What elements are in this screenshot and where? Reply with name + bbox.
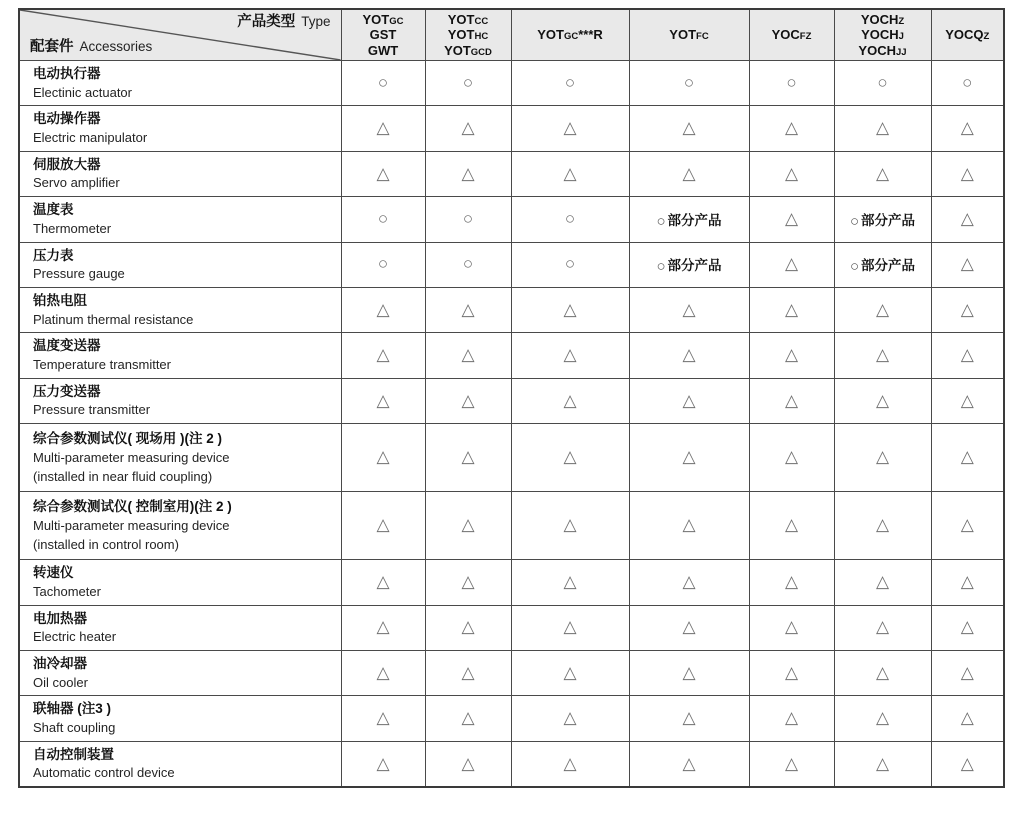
column-header-yocfz: YOCFZ <box>749 9 834 60</box>
corner-header <box>19 9 341 60</box>
triangle-mark: △ <box>749 378 834 423</box>
triangle-mark: △ <box>511 288 629 333</box>
triangle-mark: △ <box>511 333 629 378</box>
accessory-label <box>19 151 341 196</box>
triangle-mark: △ <box>931 197 1004 242</box>
triangle-mark: △ <box>341 106 425 151</box>
column-header-yotcc-yothc-yotgcd: YOTCC YOTHC YOTGCD <box>425 9 511 60</box>
accessory-name-zh: 油冷却器 <box>33 656 87 672</box>
table-row <box>19 651 1004 696</box>
accessory-name-en: Platinum thermal resistance <box>33 311 194 327</box>
accessory-name-zh: 电动执行器 <box>33 65 101 81</box>
triangle-mark: △ <box>629 378 749 423</box>
accessory-name-en: Multi-parameter measuring device <box>33 449 230 465</box>
table-row <box>19 242 1004 287</box>
triangle-mark: △ <box>629 696 749 741</box>
accessory-label <box>19 651 341 696</box>
accessory-label <box>19 424 341 492</box>
triangle-mark: △ <box>511 378 629 423</box>
triangle-mark: △ <box>341 605 425 650</box>
accessory-name-en: Shaft coupling <box>33 720 116 736</box>
accessory-name-zh: 压力变送器 <box>33 383 101 399</box>
triangle-mark: △ <box>749 106 834 151</box>
accessory-name-zh: 电动操作器 <box>33 111 101 127</box>
accessory-name-en: Automatic control device <box>33 765 175 781</box>
triangle-mark: △ <box>749 560 834 605</box>
triangle-mark: △ <box>511 492 629 560</box>
triangle-mark: △ <box>749 242 834 287</box>
triangle-mark: △ <box>834 696 931 741</box>
accessory-name-en: Electinic actuator <box>33 84 132 100</box>
accessory-label <box>19 605 341 650</box>
triangle-mark: △ <box>629 651 749 696</box>
triangle-mark: △ <box>511 106 629 151</box>
accessory-label <box>19 560 341 605</box>
triangle-mark: △ <box>341 333 425 378</box>
triangle-mark: △ <box>511 151 629 196</box>
triangle-mark: △ <box>629 560 749 605</box>
circle-mark: ○ <box>425 242 511 287</box>
triangle-mark: △ <box>834 741 931 787</box>
triangle-mark: △ <box>629 151 749 196</box>
triangle-mark: △ <box>425 741 511 787</box>
table-row <box>19 288 1004 333</box>
circle-partial-products-mark: ○ 部分产品 <box>629 197 749 242</box>
triangle-mark: △ <box>511 605 629 650</box>
accessory-name-zh: 联轴器 (注3 ) <box>33 701 112 717</box>
triangle-mark: △ <box>425 492 511 560</box>
accessory-name-zh: 综合参数测试仪( 控制室用)(注 2 ) <box>33 499 232 515</box>
accessory-name-zh: 伺服放大器 <box>33 156 101 172</box>
triangle-mark: △ <box>834 151 931 196</box>
table-row <box>19 333 1004 378</box>
circle-mark: ○ <box>511 242 629 287</box>
table-row <box>19 560 1004 605</box>
table-row <box>19 605 1004 650</box>
circle-partial-products-mark: ○ 部分产品 <box>629 242 749 287</box>
accessory-name-zh: 铂热电阻 <box>33 293 87 309</box>
triangle-mark: △ <box>629 605 749 650</box>
accessory-name-zh: 综合参数测试仪( 现场用 )(注 2 ) <box>33 431 222 447</box>
triangle-mark: △ <box>931 492 1004 560</box>
circle-mark: ○ <box>834 60 931 105</box>
triangle-mark: △ <box>931 333 1004 378</box>
triangle-mark: △ <box>425 288 511 333</box>
triangle-mark: △ <box>425 651 511 696</box>
accessory-label <box>19 696 341 741</box>
triangle-mark: △ <box>834 288 931 333</box>
triangle-mark: △ <box>425 106 511 151</box>
circle-mark: ○ <box>629 60 749 105</box>
circle-mark: ○ <box>425 60 511 105</box>
accessory-name-zh: 压力表 <box>33 247 74 263</box>
triangle-mark: △ <box>629 106 749 151</box>
triangle-mark: △ <box>931 424 1004 492</box>
accessory-label <box>19 378 341 423</box>
triangle-mark: △ <box>511 651 629 696</box>
accessory-label <box>19 333 341 378</box>
triangle-mark: △ <box>511 424 629 492</box>
column-header-yotgc-r: YOTGC***R <box>511 9 629 60</box>
triangle-mark: △ <box>629 492 749 560</box>
triangle-mark: △ <box>931 741 1004 787</box>
column-header-yocqz: YOCQZ <box>931 9 1004 60</box>
accessory-name-en: Pressure transmitter <box>33 402 151 418</box>
triangle-mark: △ <box>629 741 749 787</box>
accessory-label <box>19 288 341 333</box>
triangle-mark: △ <box>834 560 931 605</box>
triangle-mark: △ <box>341 696 425 741</box>
table-row <box>19 696 1004 741</box>
table-row <box>19 197 1004 242</box>
corner-accessories-label <box>30 39 152 56</box>
table-row <box>19 492 1004 560</box>
triangle-mark: △ <box>425 424 511 492</box>
triangle-mark: △ <box>834 106 931 151</box>
triangle-mark: △ <box>425 151 511 196</box>
triangle-mark: △ <box>749 741 834 787</box>
accessory-name-en: (installed in near fluid coupling) <box>33 468 213 484</box>
accessory-label <box>19 197 341 242</box>
triangle-mark: △ <box>931 560 1004 605</box>
circle-mark: ○ <box>341 60 425 105</box>
table-row <box>19 60 1004 105</box>
triangle-mark: △ <box>931 242 1004 287</box>
triangle-mark: △ <box>341 378 425 423</box>
product-type-en: Type <box>301 14 331 29</box>
accessory-name-en: Oil cooler <box>33 674 88 690</box>
corner-product-type-label <box>237 14 330 31</box>
triangle-mark: △ <box>749 492 834 560</box>
triangle-mark: △ <box>834 378 931 423</box>
accessory-name-zh: 电加热器 <box>33 610 87 626</box>
triangle-mark: △ <box>341 151 425 196</box>
triangle-mark: △ <box>931 605 1004 650</box>
triangle-mark: △ <box>629 333 749 378</box>
accessory-label <box>19 60 341 105</box>
accessory-name-en: Thermometer <box>33 220 112 236</box>
accessories-zh: 配套件 <box>30 38 74 55</box>
accessories-en: Accessories <box>79 38 153 54</box>
triangle-mark: △ <box>834 651 931 696</box>
triangle-mark: △ <box>425 696 511 741</box>
accessory-name-zh: 转速仪 <box>33 565 74 581</box>
triangle-mark: △ <box>629 288 749 333</box>
accessory-name-en: (installed in control room) <box>33 536 179 552</box>
triangle-mark: △ <box>749 151 834 196</box>
accessory-name-zh: 温度表 <box>33 202 74 218</box>
triangle-mark: △ <box>341 560 425 605</box>
circle-mark: ○ <box>749 60 834 105</box>
accessory-label <box>19 492 341 560</box>
triangle-mark: △ <box>834 492 931 560</box>
accessory-name-en: Tachometer <box>33 583 101 599</box>
triangle-mark: △ <box>931 106 1004 151</box>
triangle-mark: △ <box>834 424 931 492</box>
triangle-mark: △ <box>749 605 834 650</box>
table-row <box>19 741 1004 787</box>
table-row <box>19 378 1004 423</box>
column-header-yotgc-gst-gwt: YOTGC GST GWT <box>341 9 425 60</box>
accessory-name-en: Electric heater <box>33 629 117 645</box>
accessory-label <box>19 106 341 151</box>
triangle-mark: △ <box>834 605 931 650</box>
triangle-mark: △ <box>511 741 629 787</box>
triangle-mark: △ <box>931 378 1004 423</box>
triangle-mark: △ <box>425 378 511 423</box>
triangle-mark: △ <box>341 492 425 560</box>
triangle-mark: △ <box>931 651 1004 696</box>
circle-mark: ○ <box>341 242 425 287</box>
circle-mark: ○ <box>511 60 629 105</box>
triangle-mark: △ <box>931 151 1004 196</box>
triangle-mark: △ <box>931 696 1004 741</box>
circle-partial-products-mark: ○ 部分产品 <box>834 197 931 242</box>
accessory-name-en: Electric manipulator <box>33 129 148 145</box>
circle-partial-products-mark: ○ 部分产品 <box>834 242 931 287</box>
accessory-label <box>19 242 341 287</box>
accessory-name-zh: 自动控制装置 <box>33 746 114 762</box>
table-body <box>19 60 1004 787</box>
table-row <box>19 106 1004 151</box>
circle-mark: ○ <box>425 197 511 242</box>
circle-mark: ○ <box>931 60 1004 105</box>
triangle-mark: △ <box>341 741 425 787</box>
circle-mark: ○ <box>341 197 425 242</box>
triangle-mark: △ <box>931 288 1004 333</box>
triangle-mark: △ <box>749 651 834 696</box>
table-row <box>19 424 1004 492</box>
triangle-mark: △ <box>341 288 425 333</box>
accessory-name-en: Temperature transmitter <box>33 356 171 372</box>
circle-mark: ○ <box>511 197 629 242</box>
triangle-mark: △ <box>341 424 425 492</box>
column-header-yotfc: YOTFC <box>629 9 749 60</box>
accessory-name-en: Pressure gauge <box>33 266 125 282</box>
triangle-mark: △ <box>511 560 629 605</box>
accessory-name-en: Servo amplifier <box>33 175 120 191</box>
triangle-mark: △ <box>749 197 834 242</box>
triangle-mark: △ <box>629 424 749 492</box>
triangle-mark: △ <box>749 333 834 378</box>
table-row <box>19 151 1004 196</box>
triangle-mark: △ <box>425 560 511 605</box>
triangle-mark: △ <box>511 696 629 741</box>
triangle-mark: △ <box>425 605 511 650</box>
triangle-mark: △ <box>749 696 834 741</box>
triangle-mark: △ <box>749 288 834 333</box>
accessory-name-en: Multi-parameter measuring device <box>33 517 230 533</box>
triangle-mark: △ <box>834 333 931 378</box>
accessories-compatibility-table <box>18 8 1005 788</box>
triangle-mark: △ <box>341 651 425 696</box>
column-header-yochz-yochj-yochjj: YOCHZ YOCHJ YOCHJJ <box>834 9 931 60</box>
triangle-mark: △ <box>425 333 511 378</box>
header-row <box>19 9 1004 60</box>
accessory-name-zh: 温度变送器 <box>33 338 101 354</box>
accessory-label <box>19 741 341 787</box>
triangle-mark: △ <box>749 424 834 492</box>
product-type-zh: 产品类型 <box>237 14 296 30</box>
